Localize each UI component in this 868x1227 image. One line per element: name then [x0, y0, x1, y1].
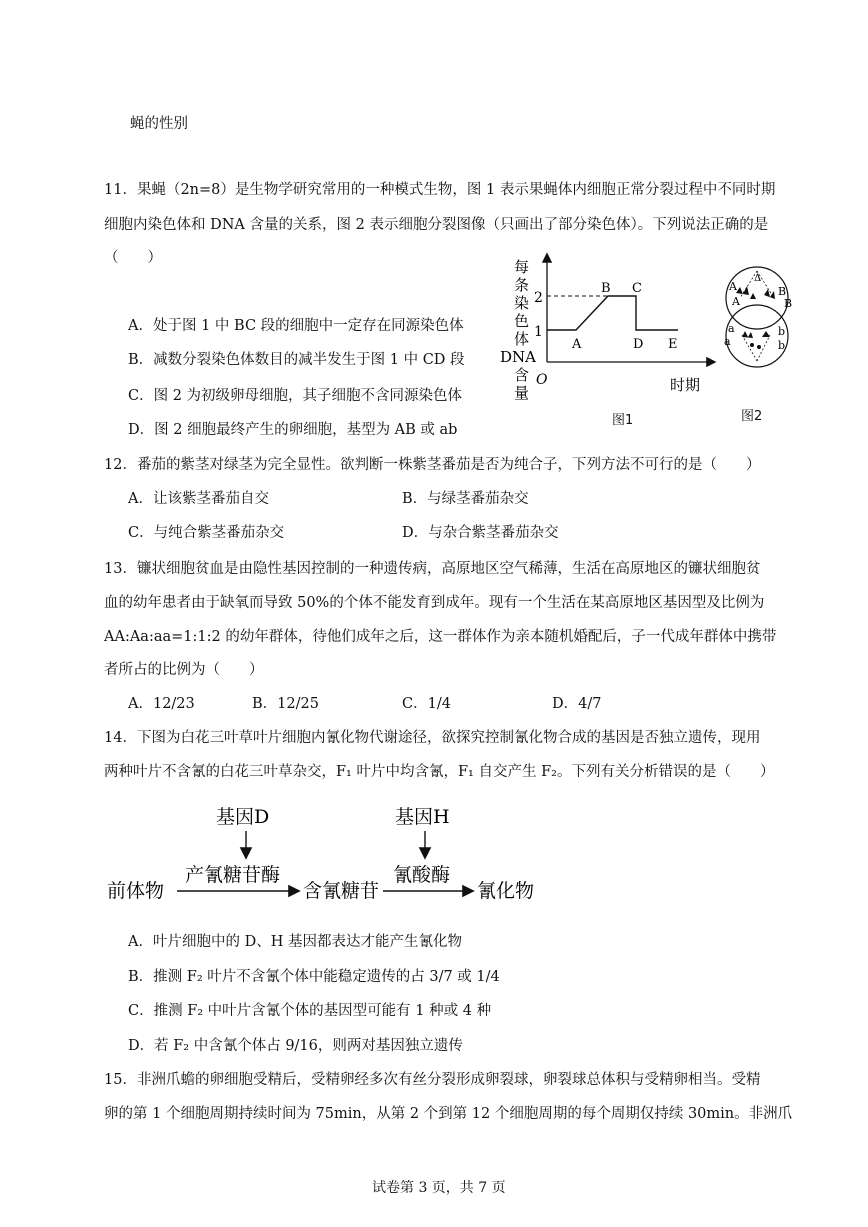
q13-stem-line-3: AA:Aa:aa=1:1:2 的幼年群体，待他们成年之后，这一群体作为亲本随机婚配后，子一代成年群体中携带 [104, 629, 777, 645]
fig2-label-a2: a [724, 335, 731, 348]
fig2-label-b2: b [778, 339, 786, 352]
intermediate-label: 含氰糖苷 [303, 880, 380, 902]
ylabel-char-7: 含 [514, 366, 530, 384]
q13-option-b: B．12/25 [252, 696, 319, 712]
q11-option-b: B．减数分裂染色体数目的减半发生于图 1 中 CD 段 [128, 352, 465, 368]
origin-label: O [536, 372, 548, 388]
q13-option-c: C．1/4 [402, 696, 451, 712]
q12-option-c: C．与纯合紫茎番茄杂交 [128, 525, 285, 541]
fig2-label-A2: A [732, 295, 740, 308]
q14-option-a: A．叶片细胞中的 D、H 基因都表达才能产生氰化物 [128, 934, 462, 950]
q12-stem: 12．番茄的紫茎对绿茎为完全显性。欲判断一株紫茎番茄是否为纯合子，下列方法不可行的是（ ） [104, 457, 761, 473]
q14-option-c: C．推测 F₂ 中叶片含氰个体的基因型可能有 1 种或 4 种 [128, 1003, 492, 1019]
point-a: A [572, 337, 582, 352]
ylabel-char-4: 色 [514, 312, 530, 330]
precursor-label: 前体物 [107, 880, 165, 902]
point-e: E [668, 337, 678, 352]
q14-option-b: B．推测 F₂ 叶片不含氰个体中能稳定遗传的占 3/7 或 1/4 [128, 969, 500, 985]
q15-stem-line-1: 15．非洲爪蟾的卵细胞受精后，受精卵经多次有丝分裂形成卵裂球，卵裂球总体积与受精卵相当。受精 [104, 1072, 761, 1088]
figure-2-caption: 图2 [741, 409, 763, 424]
q12-option-a: A．让该紫茎番茄自交 [128, 491, 269, 507]
q11-option-a: A．处于图 1 中 BC 段的细胞中一定存在同源染色体 [128, 318, 464, 334]
q12-option-d: D．与杂合紫茎番茄杂交 [402, 525, 559, 541]
ylabel-char-1: 每 [514, 258, 530, 276]
enzyme-2-label: 氰酸酶 [393, 864, 451, 886]
fig2-label-B1: B [778, 285, 787, 298]
q13-stem-line-4: 者所占的比例为（ ） [104, 662, 264, 678]
q14-stem-line-2: 两种叶片不含氰的白花三叶草杂交，F₁ 叶片中均含氰，F₁ 自交产生 F₂。下列有关分析错误的是（ ） [104, 764, 775, 780]
x-axis-label: 时期 [670, 376, 701, 394]
point-b: B [601, 281, 611, 296]
previous-question-tail: 蝇的性别 [130, 116, 188, 132]
q11-option-c: C．图 2 为初级卵母细胞，其子细胞不含同源染色体 [128, 388, 463, 404]
q11-stem-line-1: 11．果蝇（2n=8）是生物学研究常用的一种模式生物，图 1 表示果蝇体内细胞正常分裂过程中不同时期 [104, 182, 776, 198]
y-tick-2: 2 [534, 290, 543, 306]
svg-text:Δ: Δ [754, 273, 762, 284]
page-footer: 试卷第 3 页，共 7 页 [372, 1180, 506, 1196]
q11-stem-line-3: （ ） [104, 250, 162, 266]
fig2-label-A1: A [729, 280, 737, 293]
q11-option-d: D．图 2 细胞最终产生的卵细胞，基型为 AB 或 ab [128, 422, 458, 438]
cyanide-pathway-diagram [105, 795, 565, 920]
q13-stem-line-2: 血的幼年患者由于缺氧而导致 50%的个体不能发育到成年。现有一个生活在某高原地区基因型及比例为 [104, 595, 765, 611]
ylabel-char-8: 量 [514, 384, 530, 402]
dna-per-chromosome-line [547, 296, 678, 330]
enzyme-1-label: 产氰糖苷酶 [185, 864, 281, 886]
point-c: C [632, 281, 642, 296]
figure-1-graph [496, 250, 718, 430]
ylabel-char-5: 体 [514, 330, 530, 348]
q13-option-d: D．4/7 [552, 696, 602, 712]
q11-stem-line-2: 细胞内染色体和 DNA 含量的关系，图 2 表示细胞分裂图像（只画出了部分染色体）。下列说法正确的是 [104, 217, 769, 233]
q14-option-d: D．若 F₂ 中含氰个体占 9/16，则两对基因独立遗传 [128, 1038, 463, 1054]
fig2-label-B2: B [784, 297, 793, 310]
fig2-label-b1: b [778, 325, 786, 338]
q15-stem-line-2: 卵的第 1 个细胞周期持续时间为 75min，从第 2 个到第 12 个细胞周期的每个周期仅持续 30min。非洲爪 [104, 1106, 793, 1122]
fig2-label-a1: a [728, 322, 735, 335]
q13-option-a: A．12/23 [128, 696, 195, 712]
point-d: D [633, 337, 644, 352]
q13-stem-line-1: 13．镰状细胞贫血是由隐性基因控制的一种遗传病，高原地区空气稀薄，生活在高原地区的镰状细胞贫 [104, 561, 761, 577]
figure-2-cell-diagram [712, 265, 802, 370]
q14-stem-line-1: 14．下图为白花三叶草叶片细胞内氰化物代谢途径，欲探究控制氰化物合成的基因是否独立遗传，现用 [104, 730, 761, 746]
y-tick-1: 1 [534, 324, 543, 340]
gene-d-label: 基因D [216, 806, 270, 828]
ylabel-char-2: 条 [514, 276, 530, 294]
product-label: 氰化物 [477, 880, 535, 902]
ylabel-dna: DNA [500, 348, 536, 366]
figure-1-caption: 图1 [612, 413, 634, 428]
ylabel-char-3: 染 [514, 294, 530, 312]
gene-h-label: 基因H [395, 806, 450, 828]
q12-option-b: B．与绿茎番茄杂交 [402, 491, 529, 507]
